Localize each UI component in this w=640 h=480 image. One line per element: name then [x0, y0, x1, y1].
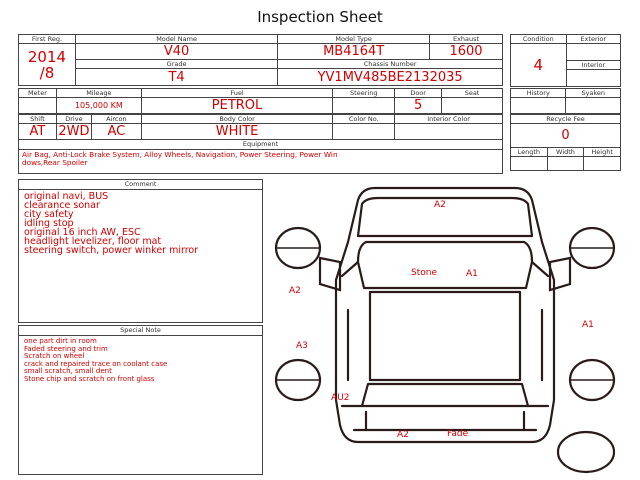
drive-value: 2WD — [58, 124, 90, 139]
recycle-fee-label: Recycle Fee — [511, 115, 621, 124]
seat-label: Seat — [442, 89, 503, 98]
spare-wheel — [558, 432, 614, 472]
door-value: 5 — [395, 98, 442, 114]
syaken-label: Syaken — [566, 89, 621, 98]
history-label: History — [511, 89, 566, 98]
body-color-value: WHITE — [141, 124, 333, 140]
specs-table — [18, 88, 503, 114]
car-rear-window — [362, 384, 528, 406]
interior-color-label: Interior Color — [395, 115, 503, 124]
comment-box — [18, 179, 263, 323]
shift-label: Shift — [19, 115, 57, 124]
damage-label-a3-left: A3 — [296, 341, 308, 351]
exterior-label: Exterior — [566, 35, 620, 44]
height-label: Height — [584, 148, 621, 157]
car-windshield — [358, 242, 532, 288]
damage-label-a2-left: A2 — [289, 286, 301, 296]
body-color-label: Body Color — [141, 115, 333, 124]
equipment-label: Equipment — [19, 140, 502, 150]
width-label: Width — [547, 148, 584, 157]
model-type-label: Model Type — [278, 35, 430, 44]
chassis-value: YV1MV485BE2132035 — [278, 69, 503, 86]
aircon-value: AC — [91, 124, 141, 140]
equipment-value: Air Bag, Anti-Lock Brake System, Alloy Wheels, Navigation, Power Steering, Power Win dows,Rear Spoiler — [22, 150, 338, 167]
aircon-label: Aircon — [91, 115, 141, 124]
mileage-value: 105,000 KM — [56, 98, 141, 114]
car-roof — [370, 292, 520, 380]
model-type-value: MB4164T — [278, 44, 430, 60]
damage-label-a2-bottom: A2 — [397, 430, 409, 440]
damage-label-stone: Stone — [411, 268, 437, 278]
condition-value: 4 — [511, 44, 567, 87]
meter-label: Meter — [19, 89, 57, 98]
equipment-box — [18, 139, 503, 174]
shift-table — [18, 114, 503, 140]
mileage-label: Mileage — [56, 89, 141, 98]
shift-value: AT — [19, 124, 57, 140]
special-note-text: one part dirt in room Faded steering and trim Scratch on wheel crack and repaired trace on coolant case small scratch, small dent Stone chip and scratch on front glass — [24, 337, 168, 383]
exhaust-label: Exhaust — [430, 35, 503, 44]
damage-label-a1-right: A1 — [582, 320, 594, 330]
special-note-box — [18, 325, 263, 475]
chassis-label: Chassis Number — [278, 60, 503, 69]
page-title: Inspection Sheet — [257, 8, 383, 26]
door-label: Door — [395, 89, 442, 98]
condition-label: Condition — [511, 35, 567, 44]
first-reg-label: First Reg. — [19, 35, 76, 44]
grade-label: Grade — [75, 60, 277, 69]
damage-label-fade: Fade — [447, 429, 469, 439]
model-name-value: V40 — [75, 44, 277, 60]
comment-label: Comment — [19, 180, 262, 190]
car-body-outline — [336, 188, 554, 442]
vehicle-header-table — [18, 34, 503, 86]
fuel-value: PETROL — [141, 98, 333, 114]
length-label: Length — [511, 148, 548, 157]
steering-label: Steering — [333, 89, 395, 98]
damage-label-a1-center: A1 — [466, 269, 478, 279]
comment-text: original navi, BUS clearance sonar city safety idling stop original 16 inch AW, ESC headlight levelizer, floor mat steering switch, power winker mirror — [24, 191, 199, 256]
recycle-table — [510, 114, 621, 171]
color-no-label: Color No. — [333, 115, 395, 124]
grade-value: T4 — [75, 69, 277, 86]
damage-label-a2-top: A2 — [434, 200, 446, 210]
exhaust-value: 1600 — [430, 44, 503, 60]
recycle-fee-value: 0 — [511, 124, 621, 148]
condition-table — [510, 34, 621, 87]
special-note-label: Special Note — [19, 326, 262, 336]
history-table — [510, 88, 621, 114]
first-reg-value: 2014 /8 — [19, 44, 76, 86]
interior-label: Interior — [566, 61, 620, 70]
damage-label-au2: AU2 — [331, 393, 350, 403]
drive-label: Drive — [56, 115, 91, 124]
fuel-label: Fuel — [141, 89, 333, 98]
model-name-label: Model Name — [75, 35, 277, 44]
